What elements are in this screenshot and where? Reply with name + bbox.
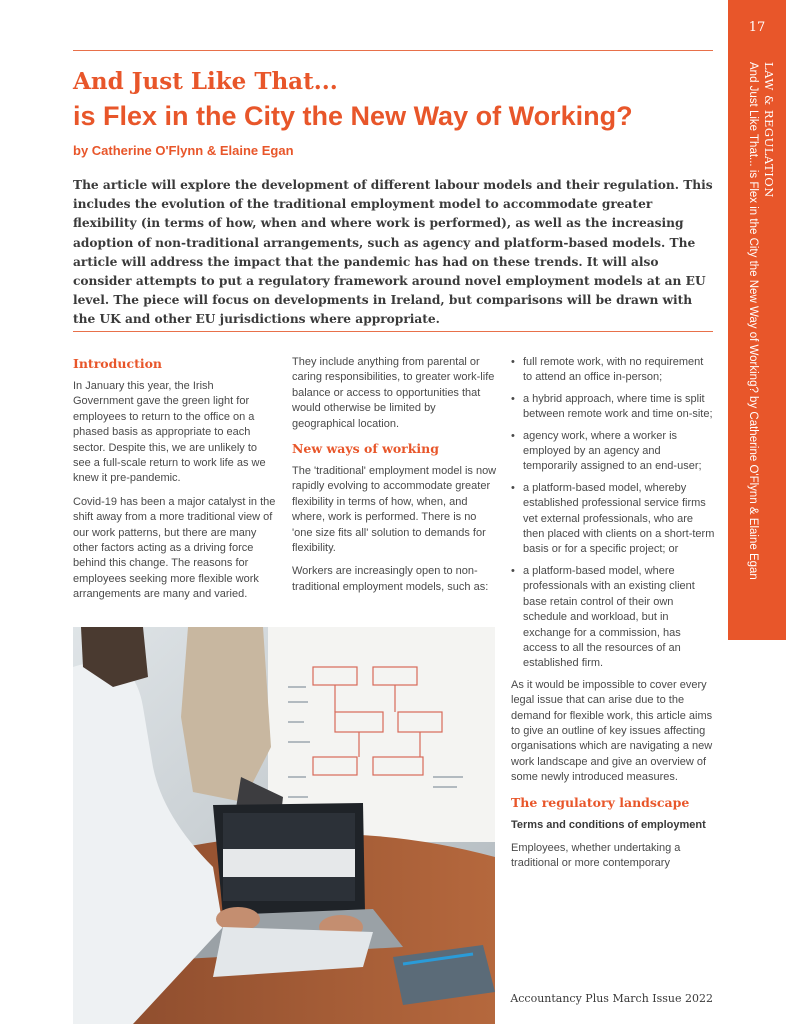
regulatory-landscape-heading: The regulatory landscape: [511, 794, 690, 810]
new-ways-heading: New ways of working: [292, 441, 439, 457]
bullet-icon: •: [511, 564, 515, 577]
bullet-icon: •: [511, 392, 515, 405]
introduction-heading: Introduction: [73, 356, 163, 371]
list-item: • agency work, where a worker is employed by an agency and temporarily assigned to an end-user;: [511, 429, 702, 473]
article-title-line2: is Flex in the City the New Way of Working?: [73, 101, 633, 131]
list-item: • a hybrid approach, where time is split between remote work and time on-site;: [511, 392, 713, 421]
side-running-header-text: [745, 62, 777, 580]
article-byline: by Catherine O'Flynn & Elaine Egan: [73, 143, 294, 158]
office-photo-illustration: [73, 627, 495, 1024]
running-title: And Just Like That... is Flex in the City the New Way of Working? by Catherine O'Flynn & Elaine Egan: [747, 62, 759, 580]
employment-models-list: [511, 355, 715, 672]
article-title-line1: And Just Like That...: [73, 68, 338, 95]
top-divider: [73, 50, 713, 51]
column-2: [292, 355, 497, 603]
list-item: • a platform-based model, where professionals with an existing client base retain control of their own schedule and workload, but in exchange for a commission, has access to all the resources of an established firm.: [511, 564, 695, 670]
bullet-icon: •: [511, 356, 515, 368]
office-photo: [73, 627, 495, 1024]
paragraph: The 'traditional' employment model is now rapidly evolving to accommodate greater flexibility in terms of how, when, and where, work is performed. There is no 'one size fits all' solution to demands for flexibility.: [292, 465, 497, 555]
lead-divider: [73, 331, 713, 332]
paragraph: In January this year, the Irish Government gave the green light for employees to return to the office on a phased basis as appropriate to each sector. Despite this, we are unlikely to see a full-scale return to work life as we knew it pre-pandemic.: [73, 380, 266, 485]
column-1: [73, 355, 276, 611]
paragraph: Employees, whether undertaking a traditional or more contemporary: [511, 841, 681, 870]
section-category: LAW & REGULATION: [762, 62, 776, 198]
list-item: • full remote work, with no requirement to attend an office in-person;: [511, 356, 704, 384]
side-running-header: [747, 62, 777, 622]
terms-subheading: Terms and conditions of employment: [511, 818, 706, 831]
page-number: 17: [748, 20, 766, 35]
bullet-icon: •: [511, 429, 515, 442]
list-item: • a platform-based model, whereby established professional service firms vet external professionals, who are then placed with clients on a short-term basis or for a specific project; or: [511, 481, 715, 556]
paragraph: They include anything from parental or caring responsibilities, to greater work-life balance or access to opportunities that would otherwise be limited by geographical location.: [292, 356, 495, 430]
article-lead: The article will explore the development of different labour models and their regulation. This includes the evolution of the traditional employment model to accommodate greater flexibility (in terms of how, when and where work is performed), as well as the increasing adoption of non-traditional arrangements, such as agency and platform-based models. The article will address the impact that the pandemic has had on these trends. It will also consider attempts to put a regulatory framework around novel employment models at an EU level. The piece will focus on developments in Ireland, but comparisons will be drawn with the UK and other EU jurisdictions where appropriate.: [73, 178, 713, 327]
bullet-icon: •: [511, 481, 515, 494]
paragraph: As it would be impossible to cover every legal issue that can arise due to the demand for flexible work, this article aims to give an outline of key issues affecting organisations which are navigating a new work landscape and give an overview of some newly introduced measures.: [511, 678, 713, 784]
paragraph: Workers are increasingly open to non-traditional employment models, such as:: [292, 565, 489, 593]
paragraph: Covid-19 has been a major catalyst in the shift away from a more traditional view of our work patterns, but there are many other factors acting as a driving force behind this change. The reasons for employees seeking more flexible work arrangements are many and varied.: [73, 495, 276, 601]
column-3: [511, 355, 715, 880]
page-footer: Accountancy Plus March Issue 2022: [510, 992, 713, 1005]
